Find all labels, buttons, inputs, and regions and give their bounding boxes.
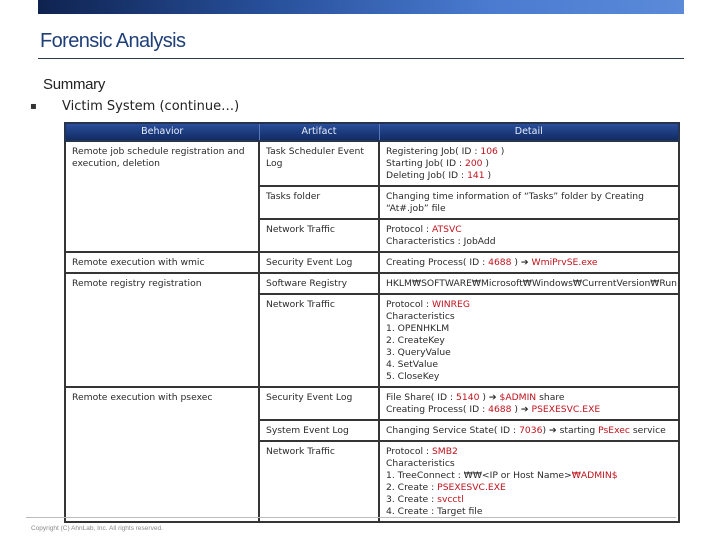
detail-line (386, 482, 672, 494)
summary-table (64, 122, 680, 523)
highlight-value: 5140 (456, 392, 480, 403)
detail-text: 3. Create : (386, 494, 438, 505)
highlight-value: PSEXESVC.EXE (437, 482, 506, 493)
detail-line (386, 311, 672, 323)
detail-text: ) (482, 158, 490, 169)
detail-line (386, 425, 672, 437)
detail-text: Registering Job( ID : (386, 146, 481, 157)
detail-line (386, 494, 672, 506)
table-row (65, 273, 679, 294)
detail-line (386, 158, 672, 170)
detail-text: 2. CreateKey (386, 335, 445, 346)
detail-text: Changing Service State( ID : (386, 425, 520, 436)
page-title: Forensic Analysis (40, 30, 186, 52)
behavior-cell: Remote execution with wmic (65, 252, 259, 273)
detail-line (386, 170, 672, 182)
bullet-icon: ▪ (30, 101, 37, 112)
detail-text: 1. TreeConnect : ₩₩<IP or Host Name> (386, 470, 572, 481)
detail-line (386, 458, 672, 470)
detail-line (386, 224, 672, 236)
detail-line (386, 335, 672, 347)
column-header-artifact: Artifact (259, 123, 379, 141)
detail-text: HKLM₩SOFTWARE₩Microsoft₩Windows₩CurrentVersion₩Run (386, 278, 677, 289)
detail-text: Protocol : (386, 446, 432, 457)
detail-line (386, 203, 672, 215)
bullet-item (30, 99, 239, 114)
detail-text: ) ➔ (479, 392, 500, 403)
detail-text: ) ➔ (511, 404, 532, 415)
highlight-value: ATSVC (431, 224, 462, 235)
highlight-value: WINREG (431, 299, 470, 310)
detail-line (386, 359, 672, 371)
detail-line (386, 470, 672, 482)
artifact-cell: Tasks folder (259, 186, 379, 219)
highlight-value: svcctl (437, 494, 464, 505)
artifact-cell: Network Traffic (259, 294, 379, 387)
detail-text: ) ➔ (511, 257, 532, 268)
artifact-cell: Security Event Log (259, 252, 379, 273)
detail-text: ) (497, 146, 505, 157)
highlight-value: 200 (464, 158, 483, 169)
behavior-cell: Remote execution with psexec (65, 387, 259, 522)
highlight-value: SMB2 (431, 446, 458, 457)
highlight-value: WmiPrvSE.exe (531, 257, 598, 268)
detail-cell (379, 294, 679, 387)
detail-text: Changing time information of “Tasks” folder by Creating (386, 191, 644, 202)
table-header-row (65, 123, 679, 141)
copyright-notice: Copyright (C) AhnLab, Inc. All rights reserved. (31, 525, 163, 532)
detail-text: 1. OPENHKLM (386, 323, 450, 334)
title-divider (38, 58, 684, 59)
detail-cell (379, 252, 679, 273)
top-banner (38, 0, 684, 14)
table-row (65, 252, 679, 273)
detail-cell (379, 441, 679, 522)
detail-text: Protocol : (386, 299, 432, 310)
detail-line (386, 404, 672, 416)
highlight-value: 7036 (519, 425, 543, 436)
detail-text: “At#.job” file (386, 203, 446, 214)
table-row (65, 141, 679, 186)
detail-line (386, 347, 672, 359)
section-title: Summary (43, 76, 106, 93)
highlight-value: 141 (467, 170, 485, 181)
detail-text: ) (484, 170, 492, 181)
highlight-value: $ADMIN (499, 392, 537, 403)
detail-text: Characteristics (386, 311, 455, 322)
column-header-detail: Detail (379, 123, 679, 141)
detail-line (386, 446, 672, 458)
detail-text: Creating Process( ID : (386, 404, 489, 415)
detail-text: Protocol : (386, 224, 432, 235)
detail-text: 3. QueryValue (386, 347, 451, 358)
detail-line (386, 191, 672, 203)
detail-text: 4. Create : Target file (386, 506, 483, 517)
detail-line (386, 257, 672, 269)
table-row (65, 387, 679, 420)
highlight-value: PSEXESVC.EXE (531, 404, 601, 415)
artifact-cell: System Event Log (259, 420, 379, 441)
detail-text: ) ➔ starting (542, 425, 599, 436)
detail-cell (379, 420, 679, 441)
highlight-value: PsExec (598, 425, 630, 436)
behavior-cell: Remote job schedule registration and execution, deletion (65, 141, 259, 252)
behavior-cell: Remote registry registration (65, 273, 259, 387)
detail-cell (379, 141, 679, 186)
detail-cell (379, 387, 679, 420)
column-header-behavior: Behavior (65, 123, 259, 141)
bullet-text: Victim System (continue…) (62, 99, 240, 114)
detail-text: Characteristics (386, 458, 455, 469)
detail-line (386, 299, 672, 311)
highlight-value: 4688 (488, 257, 512, 268)
detail-text: 5. CloseKey (386, 371, 440, 382)
detail-line (386, 146, 672, 158)
detail-cell (379, 219, 679, 252)
detail-cell (379, 273, 679, 294)
detail-text: Starting Job( ID : (386, 158, 465, 169)
artifact-cell: Software Registry (259, 273, 379, 294)
artifact-cell: Task Scheduler Event Log (259, 141, 379, 186)
artifact-cell: Network Traffic (259, 441, 379, 522)
detail-cell (379, 186, 679, 219)
artifact-cell: Security Event Log (259, 387, 379, 420)
detail-line (386, 392, 672, 404)
detail-text: 4. SetValue (386, 359, 439, 370)
detail-text: Creating Process( ID : (386, 257, 489, 268)
detail-line (386, 323, 672, 335)
detail-text: File Share( ID : (386, 392, 457, 403)
detail-text: share (536, 392, 565, 403)
detail-text: Deleting Job( ID : (386, 170, 468, 181)
footer-divider (26, 517, 676, 518)
highlight-value: ₩ADMIN$ (571, 470, 618, 481)
artifact-cell: Network Traffic (259, 219, 379, 252)
detail-line (386, 278, 677, 290)
highlight-value: 4688 (488, 404, 512, 415)
detail-text: Characteristics : JobAdd (386, 236, 496, 247)
detail-text: service (629, 425, 666, 436)
detail-line (386, 371, 672, 383)
detail-line (386, 236, 672, 248)
detail-text: 2. Create : (386, 482, 438, 493)
highlight-value: 106 (480, 146, 498, 157)
